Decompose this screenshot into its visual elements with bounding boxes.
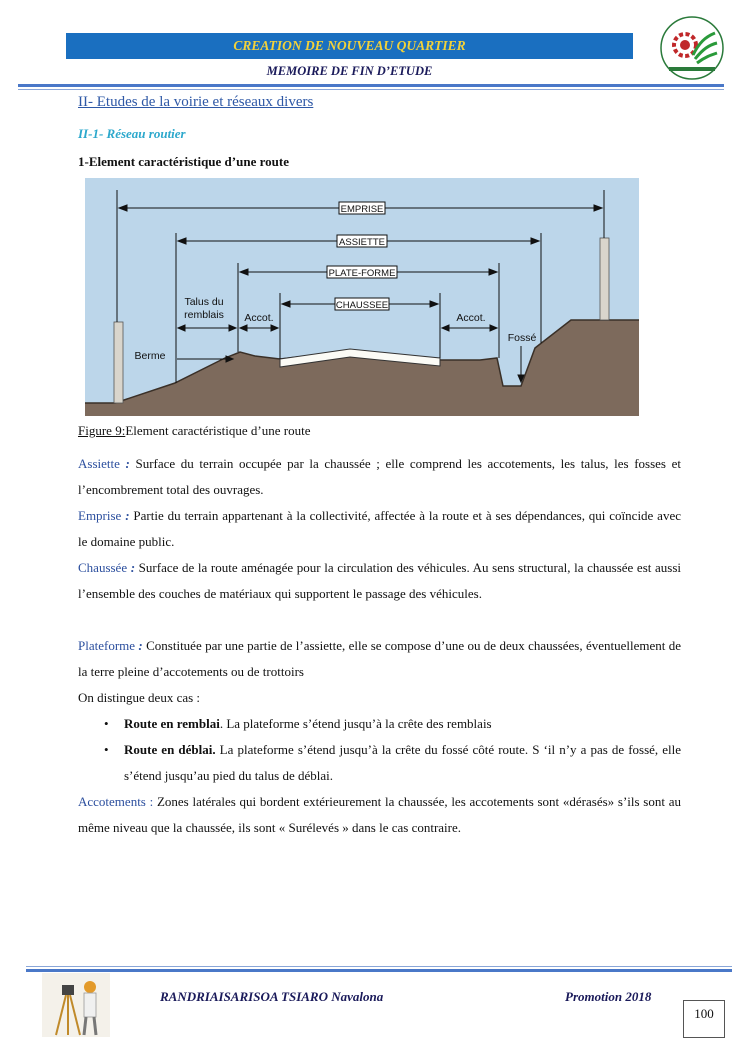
subsection-title: II-1- Réseau routier — [78, 126, 186, 141]
bullet-icon: • — [104, 716, 109, 731]
surveyor-tripod-icon — [42, 973, 110, 1037]
section-title: II- Etudes de la voirie et réseaux divers — [78, 94, 314, 110]
definition-emprise: Emprise : Partie du terrain appartenant à la collectivité, affectée à la route et à ses dépendances, qui coïncide avec le domaine public. — [78, 508, 681, 549]
definition-plateforme: Plateforme : Constituée par une partie de l’assiette, elle se compose d’une ou de deux chaussées, éventuellement de la terre pleine d’accotements ou de trottoirs — [78, 638, 681, 679]
label-plateforme: PLATE-FORME — [328, 268, 396, 279]
footer-divider-thin — [26, 966, 732, 967]
cases-intro: On distingue deux cas : — [78, 690, 201, 705]
header-title: CREATION DE NOUVEAU QUARTIER — [233, 38, 466, 53]
definition-accotements: Accotements : Zones latérales qui bordent extérieurement la chaussée, les accotements sont «dérasés» s’ils sont au même niveau que la chaussée, ils sont « Surélevés » dans le cas contraire. — [78, 794, 681, 835]
page-number: 100 — [683, 1000, 725, 1038]
header-divider-thin — [18, 89, 724, 90]
label-assiette: ASSIETTE — [339, 237, 385, 248]
road-cross-section-figure — [85, 178, 639, 416]
label-accot-right: Accot. — [456, 312, 486, 324]
label-emprise: EMPRISE — [340, 204, 384, 215]
label-chaussee: CHAUSSEE — [335, 300, 389, 311]
header-subtitle: MEMOIRE DE FIN D’ETUDE — [266, 64, 433, 78]
figure-caption: Figure 9:Element caractéristique d’une route — [78, 423, 311, 438]
list-item: • Route en remblai. La plateforme s’étend jusqu’à la crête des remblais — [104, 711, 681, 737]
label-berme: Berme — [134, 350, 166, 362]
label-talus-line2: remblais — [184, 309, 224, 321]
item-title: 1-Element caractéristique d’une route — [78, 154, 289, 169]
school-emblem-icon — [659, 15, 725, 81]
label-accot-left: Accot. — [244, 312, 274, 324]
footer-divider — [26, 969, 732, 972]
header-divider — [18, 84, 724, 87]
footer-promotion: Promotion 2018 — [565, 989, 652, 1004]
bullet-icon: • — [104, 742, 109, 757]
label-talus-line1: Talus du — [184, 296, 224, 308]
label-fosse: Fossé — [507, 332, 537, 344]
list-item: • Route en déblai. La plateforme s’étend jusqu’à la crête du fossé côté route. S ‘il n’y a pas de fossé, elle s’étend jusqu’au pied du talus de déblai. — [104, 737, 681, 789]
definition-assiette: Assiette : Surface du terrain occupée par la chaussée ; elle comprend les accotements, les talus, les fosses et l’encombrement total des ouvrages. — [78, 456, 681, 497]
footer-author: RANDRIAISARISOA TSIARO Navalona — [160, 989, 384, 1004]
definition-chaussee: Chaussée : Surface de la route aménagée pour la circulation des véhicules. Au sens structural, la chaussée est aussi l’ensemble des couches de matériaux qui supportent le passage des véhicules. — [78, 560, 681, 601]
